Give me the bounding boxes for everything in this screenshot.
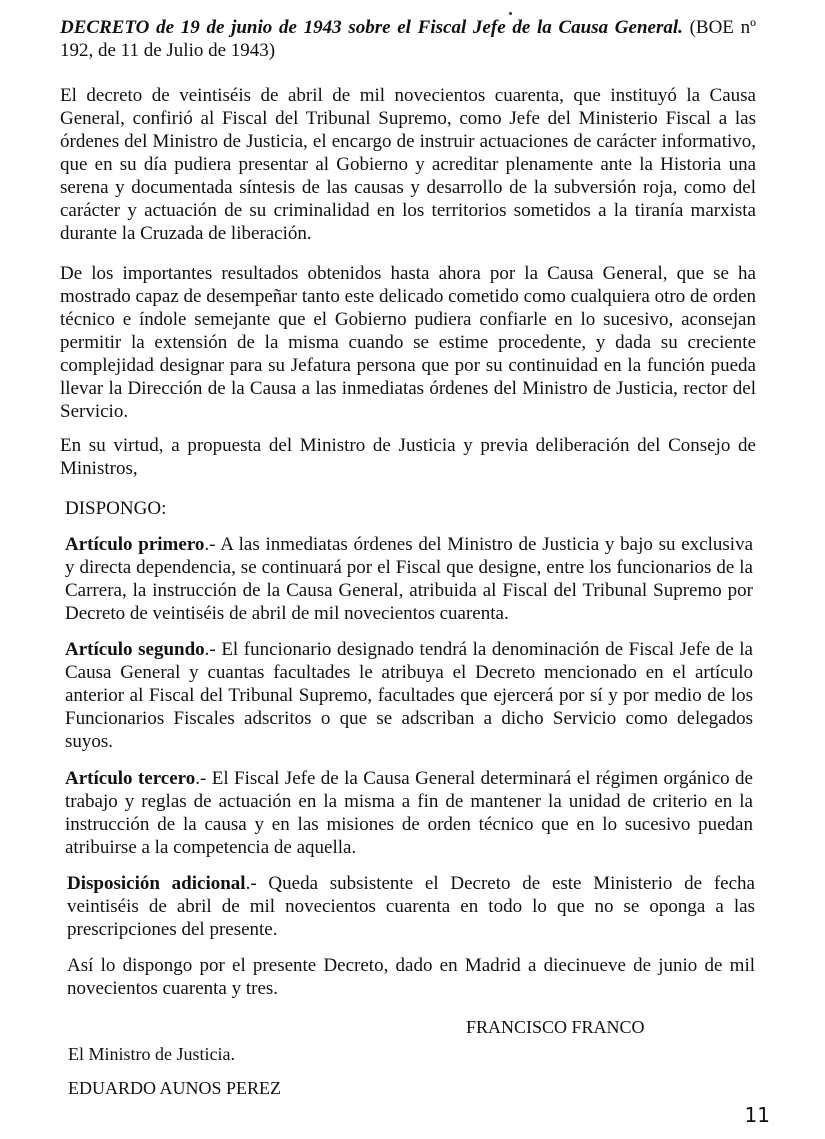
minister-title: El Ministro de Justicia.	[68, 1044, 235, 1064]
paragraph-preamble-3: En su virtud, a propuesta del Ministro de Justicia y previa deliberación del Consejo de Ministros,	[60, 435, 756, 479]
article-tercero-label: Artículo tercero	[65, 768, 196, 789]
article-primero-text: .- A las inmediatas órdenes del Ministro de Justicia y bajo su exclusiva y directa dependencia, se continuará por el Fiscal que designe, entre los funcionarios de la Carrera, la instrucción de la Causa General, atribuida al Fiscal del Tribunal Supremo por Decreto de veintiséis de abril de mil novecientos cuarenta.	[65, 534, 753, 624]
article-segundo-text: .- El funcionario designado tendrá la denominación de Fiscal Jefe de la Causa General y cuantas facultades le atribuya el Decreto mencionado en el artículo anterior al Fiscal del Tribunal Supremo, facultades que ejercerá por sí y por medio de los Funcionarios Fiscales adscritos o que se adscriban a dicho Servicio como delegados suyos.	[65, 639, 753, 752]
paragraph-preamble-2: De los importantes resultados obtenidos hasta ahora por la Causa General, que se ha mostrado capaz de desempeñar tanto este delicado cometido como cualquiera otro de orden técnico e índole semejante que el Gobierno pudiera confiarle en lo sucesivo, aconsejan permitir la extensión de la misma cuando se estime procedente, y dada su creciente complejidad designar para su Jefatura persona que por su continuidad en la función pueda llevar la Dirección de la Causa a las inmediatas órdenes del Ministro de Justicia, rector del Servicio.	[60, 263, 756, 422]
decree-title: DECRETO de 19 de junio de 1943 sobre el Fiscal Jefe de la Causa General.	[60, 17, 683, 38]
document-title	[60, 16, 756, 62]
dispongo-heading: DISPONGO:	[65, 498, 167, 519]
additional-provision-text: .- Queda subsistente el Decreto de este Ministerio de fecha veintiséis de abril de mil novecientos cuarenta en todo lo que no se oponga a las prescripciones del presente.	[67, 873, 755, 940]
article-tercero	[65, 767, 753, 859]
article-segundo	[65, 638, 753, 753]
paragraph-preamble-1: El decreto de veintiséis de abril de mil novecientos cuarenta, que instituyó la Causa General, confirió al Fiscal del Tribunal Supremo, como Jefe del Ministerio Fiscal a las órdenes del Ministro de Justicia, el encargo de instruir actuaciones de carácter informativo, que en su día pudiera presentar al Gobierno y acreditar plenamente ante la Historia una serena y documentada síntesis de las causas y desarrollo de la subversión roja, como del carácter y actuación de su criminalidad en los territorios sometidos a la tiranía marxista durante la Cruzada de liberación.	[60, 85, 756, 244]
additional-provision	[67, 872, 755, 941]
article-tercero-text: .- El Fiscal Jefe de la Causa General determinará el régimen orgánico de trabajo y reglas de actuación en la misma a fin de mantener la unidad de criterio en la instrucción de la causa y en las misiones de orden técnico que en lo sucesivo puedan atribuirse a la competencia de aquella.	[65, 768, 753, 858]
boe-reference: (BOE nº 192, de 11 de Julio de 1943)	[60, 17, 757, 61]
ink-speck	[509, 12, 512, 15]
article-segundo-label: Artículo segundo	[65, 639, 205, 660]
article-primero	[65, 533, 753, 625]
signer-name: FRANCISCO FRANCO	[466, 1017, 645, 1037]
closing-paragraph: Así lo dispongo por el presente Decreto, dado en Madrid a diecinueve de junio de mil novecientos cuarenta y tres.	[67, 955, 755, 999]
page-number: 11	[744, 1103, 770, 1127]
article-primero-label: Artículo primero	[65, 534, 205, 555]
minister-name: EDUARDO AUNOS PEREZ	[68, 1078, 282, 1098]
additional-provision-label: Disposición adicional	[67, 873, 246, 894]
